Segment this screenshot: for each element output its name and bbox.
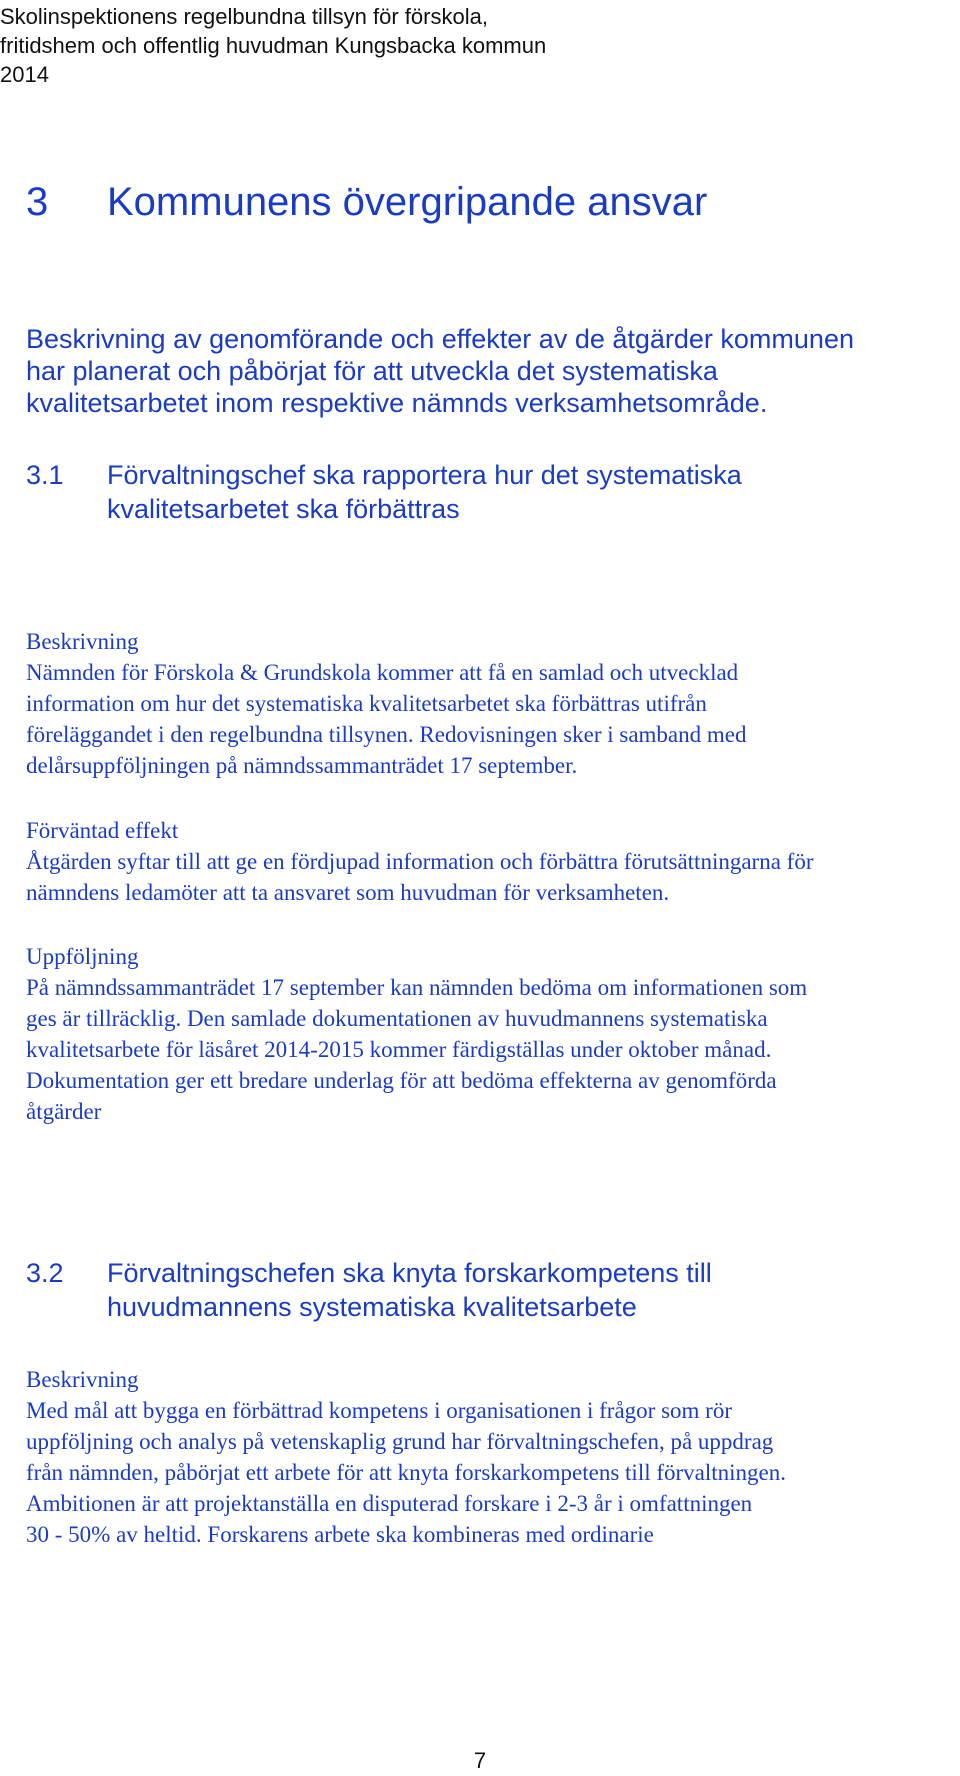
paragraph-line: Nämnden för Förskola & Grundskola kommer att få en samlad och utvecklad [26, 660, 739, 685]
paragraph-line: delårsuppföljningen på nämndssammanträdet 17 september. [26, 753, 578, 778]
section-title-line: Förvaltningschef ska rapportera hur det systematiska [107, 460, 742, 490]
paragraph-line: åtgärder [26, 1099, 102, 1124]
section-title-line: kvalitetsarbetet ska förbättras [107, 494, 460, 524]
block-label: Beskrivning [26, 629, 139, 654]
paragraph-line: från nämnden, påbörjat ett arbete för att knyta forskarkompetens till förvaltningen. [26, 1460, 787, 1485]
paragraph-line: information om hur det systematiska kvalitetsarbetet ska förbättras utifrån [26, 691, 707, 716]
paragraph-line: På nämndssammanträdet 17 september kan nämnden bedöma om informationen som [26, 975, 808, 1000]
header-line: Skolinspektionens regelbundna tillsyn för förskola, [0, 4, 488, 29]
intro-line: Beskrivning av genomförande och effekter av de åtgärder kommunen [26, 324, 854, 354]
paragraph-line: 30 - 50% av heltid. Forskarens arbete ska kombineras med ordinarie [26, 1522, 654, 1547]
section-number: 3.1 [26, 460, 64, 490]
block-label: Beskrivning [26, 1367, 139, 1392]
paragraph-line: uppföljning och analys på vetenskaplig grund har förvaltningschefen, på uppdrag [26, 1429, 774, 1454]
chapter-heading [26, 177, 926, 227]
effekt-block-3-1 [26, 815, 956, 908]
header-line: 2014 [0, 62, 49, 87]
section-number: 3.2 [26, 1258, 64, 1288]
running-header [0, 2, 920, 89]
section-title-line: huvudmannens systematiska kvalitetsarbete [107, 1292, 637, 1322]
block-label: Uppföljning [26, 944, 139, 969]
beskrivning-block-3-1 [26, 626, 956, 781]
paragraph-line: Med mål att bygga en förbättrad kompetens i organisationen i frågor som rör [26, 1398, 732, 1423]
block-label: Förväntad effekt [26, 818, 179, 843]
paragraph-line: Åtgärden syftar till att ge en fördjupad information och förbättra förutsättningarna för [26, 849, 814, 874]
uppfoljning-block-3-1 [26, 941, 956, 1127]
section-title-line: Förvaltningschefen ska knyta forskarkompetens till [107, 1258, 712, 1288]
chapter-intro [26, 323, 946, 419]
beskrivning-block-3-2 [26, 1364, 956, 1550]
paragraph-line: nämndens ledamöter att ta ansvaret som huvudman för verksamheten. [26, 880, 670, 905]
chapter-number: 3 [26, 180, 49, 224]
page-number: 7 [473, 1748, 487, 1773]
intro-line: kvalitetsarbetet inom respektive nämnds verksamhetsområde. [26, 388, 768, 418]
chapter-title: Kommunens övergripande ansvar [107, 180, 708, 224]
paragraph-line: föreläggandet i den regelbundna tillsynen. Redovisningen sker i samband med [26, 722, 747, 747]
paragraph-line: Ambitionen är att projektanställa en disputerad forskare i 2-3 år i omfattningen [26, 1491, 753, 1516]
header-line: fritidshem och offentlig huvudman Kungsbacka kommun [0, 33, 547, 58]
paragraph-line: Dokumentation ger ett bredare underlag för att bedöma effekterna av genomförda [26, 1068, 777, 1093]
intro-line: har planerat och påbörjat för att utveckla det systematiska [26, 356, 718, 386]
paragraph-line: ges är tillräcklig. Den samlade dokumentationen av huvudmannens systematiska [26, 1006, 768, 1031]
paragraph-line: kvalitetsarbete för läsåret 2014-2015 kommer färdigställas under oktober månad. [26, 1037, 772, 1062]
